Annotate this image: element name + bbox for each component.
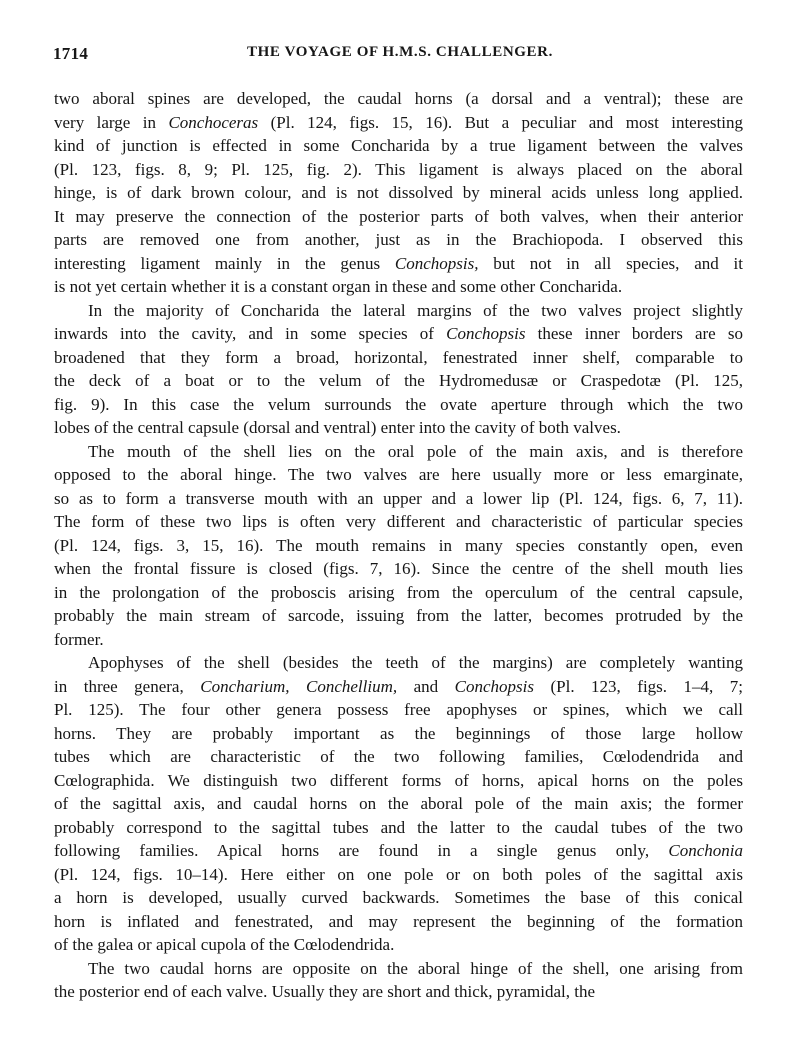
text-run: when the frontal fissure is closed (figs. 7, 16). Since the centre of the shell mouth lies	[54, 559, 743, 578]
text-run: parts are removed one from another, just as in the Brachiopoda. I observed this	[54, 230, 743, 249]
text-run: horn is inflated and fenestrated, and may represent the beginning of the formation	[54, 911, 743, 931]
italic-term: Conchopsis	[446, 324, 526, 343]
italic-term: Conchonia	[668, 841, 743, 860]
text-run: tubes which are characteristic of the two following families, Cœlodendrida and	[54, 747, 743, 766]
text-line	[54, 651, 743, 675]
text-line	[54, 628, 743, 652]
paragraph	[54, 957, 743, 1004]
text-line	[54, 87, 743, 111]
text-run: probably correspond to the sagittal tubes and the latter to the caudal tubes of the two	[54, 817, 743, 837]
text-line	[54, 205, 743, 229]
text-run: following families. Apical horns are found in a single genus only,	[54, 841, 669, 860]
text-line	[54, 957, 743, 981]
text-line	[54, 534, 743, 558]
text-run: Apophyses of the shell (besides the teeth of the margins) are completely wanting	[88, 653, 743, 672]
text-run: the posterior end of each valve. Usually they are short and thick, pyramidal, the	[54, 982, 595, 1001]
text-line	[54, 440, 743, 464]
text-run: hinge, is of dark brown colour, and is not dissolved by mineral acids unless long applied.	[54, 183, 743, 202]
text-line	[54, 886, 743, 910]
text-run: of the galea or apical cupola of the Cœlodendrida.	[54, 935, 395, 954]
text-line	[54, 134, 743, 158]
text-line	[54, 487, 743, 511]
text-line	[54, 393, 743, 417]
page-number: 1714	[53, 44, 89, 63]
text-run: these inner borders are so	[525, 324, 744, 343]
text-line	[54, 792, 743, 816]
text-line	[54, 863, 743, 887]
text-line	[54, 111, 743, 135]
text-run: in the prolongation of the proboscis arising from the operculum of the central capsule,	[54, 582, 743, 602]
text-run: kind of junction is effected in some Concharida by a true ligament between the valves	[54, 136, 743, 155]
text-line	[54, 675, 743, 699]
text-line	[54, 581, 743, 605]
text-line	[54, 346, 743, 370]
text-run: opposed to the aboral hinge. The two valves are here usually more or less emarginate,	[54, 465, 743, 484]
text-run: It may preserve the connection of the posterior parts of both valves, when their anterior	[54, 206, 743, 226]
italic-term: Conchopsis	[454, 676, 534, 696]
text-line	[54, 933, 743, 957]
text-run: so as to form a transverse mouth with an upper and a lower lip (Pl. 124, figs. 6, 7, 11).	[54, 488, 743, 508]
text-run: the deck of a boat or to the velum of the Hydromedusæ or Craspedotæ (Pl. 125,	[54, 371, 743, 390]
running-title: THE VOYAGE OF H.M.S. CHALLENGER.	[247, 44, 553, 60]
text-run: inwards into the cavity, and in some species of	[54, 324, 447, 343]
text-run: lobes of the central capsule (dorsal and ventral) enter into the cavity of both valves.	[54, 418, 621, 437]
paragraph	[54, 440, 743, 652]
text-line	[54, 252, 743, 276]
text-run: broadened that they form a broad, horizontal, fenestrated inner shelf, comparable to	[54, 347, 743, 367]
italic-term: Conchoceras	[168, 112, 259, 132]
text-run: The two caudal horns are opposite on the aboral hinge of the shell, one arising from	[88, 958, 743, 978]
text-run: Cœlographida. We distinguish two different forms of horns, apical horns on the poles	[54, 770, 743, 790]
paragraph	[54, 651, 743, 957]
text-run: interesting ligament mainly in the genus	[54, 253, 395, 273]
text-run: The form of these two lips is often very different and characteristic of particular species	[54, 512, 743, 531]
text-line	[54, 769, 743, 793]
text-run: a horn is developed, usually curved backwards. Sometimes the base of this conical	[54, 888, 743, 907]
text-line	[54, 722, 743, 746]
paragraph	[54, 299, 743, 440]
text-run: In the majority of Concharida the lateral margins of the two valves project slightly	[88, 300, 743, 320]
text-run: probably the main stream of sarcode, issuing from the latter, becomes protruded by the	[54, 606, 743, 625]
text-run: horns. They are probably important as the beginnings of those large hollow	[54, 723, 743, 743]
text-line	[54, 839, 743, 863]
text-line	[54, 369, 743, 393]
body-text	[54, 87, 743, 1004]
text-run: two aboral spines are developed, the caudal horns (a dorsal and a ventral); these are	[54, 89, 743, 108]
text-line	[54, 816, 743, 840]
text-line	[54, 158, 743, 182]
italic-term: Concharium, Conchellium,	[200, 676, 398, 696]
text-run: fig. 9). In this case the velum surrounds the ovate aperture through which the two	[54, 394, 743, 414]
text-run: (Pl. 124, figs. 10–14). Here either on one pole or on both poles of the sagittal axis	[54, 864, 743, 884]
text-line	[54, 181, 743, 205]
text-line	[54, 463, 743, 487]
text-run: in three genera,	[54, 676, 201, 696]
text-line	[54, 745, 743, 769]
text-line	[54, 322, 743, 346]
text-run: (Pl. 124, figs. 15, 16). But a peculiar and most interesting	[258, 112, 743, 132]
text-run: (Pl. 124, figs. 3, 15, 16). The mouth remains in many species constantly open, even	[54, 535, 743, 555]
text-line	[54, 228, 743, 252]
text-run: of the sagittal axis, and caudal horns on the aboral pole of the main axis; the former	[54, 794, 743, 813]
text-run: very large in	[54, 112, 169, 132]
text-run: (Pl. 123, figs. 8, 9; Pl. 125, fig. 2). This ligament is always placed on the aboral	[54, 159, 743, 179]
text-line	[54, 698, 743, 722]
text-line	[54, 416, 743, 440]
text-line	[54, 557, 743, 581]
text-run: former.	[54, 629, 104, 649]
text-line	[54, 275, 743, 299]
text-run: and	[397, 676, 455, 696]
page-header	[53, 44, 747, 68]
text-run: Pl. 125). The four other genera possess free apophyses or spines, which we call	[54, 700, 743, 719]
italic-term: Conchopsis,	[394, 253, 479, 273]
text-run: but not in all species, and it	[478, 253, 743, 273]
text-line	[54, 980, 743, 1004]
text-line	[54, 910, 743, 934]
text-line	[54, 604, 743, 628]
text-line	[54, 299, 743, 323]
paragraph	[54, 87, 743, 299]
text-line	[54, 510, 743, 534]
text-run: is not yet certain whether it is a constant organ in these and some other Concharida.	[54, 277, 623, 296]
text-run: The mouth of the shell lies on the oral pole of the main axis, and is therefore	[88, 441, 743, 461]
text-run: (Pl. 123, figs. 1–4, 7;	[533, 676, 744, 696]
